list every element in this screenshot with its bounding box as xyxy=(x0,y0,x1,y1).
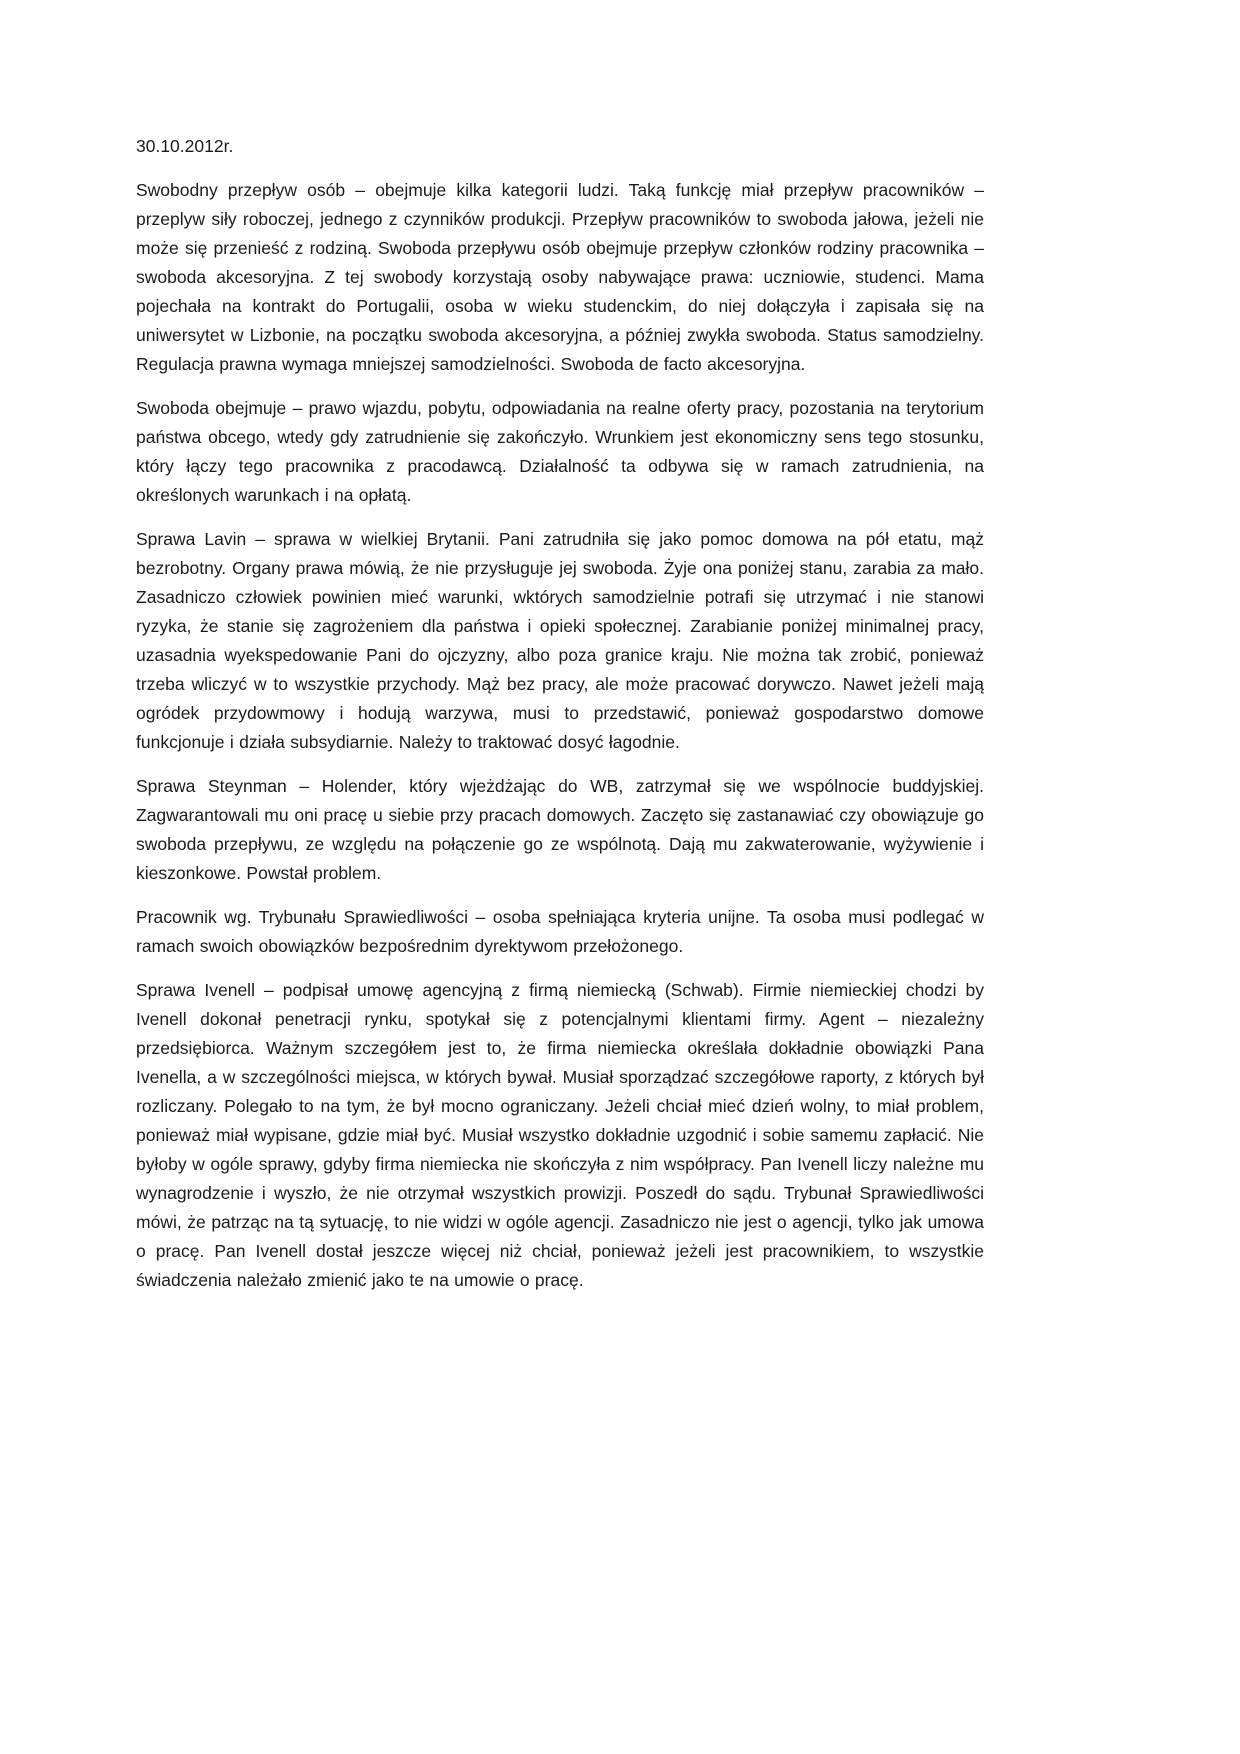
paragraph-freedom-scope: Swoboda obejmuje – prawo wjazdu, pobytu, odpowiadania na realne oferty pracy, pozostania na terytorium państwa obcego, wtedy gdy zatrudnienie się zakończyło. Wrunkiem jest ekonomiczny sens tego stosunku, który łączy tego pracownika z pracodawcą. Działalność ta odbywa się w ramach zatrudnienia, na określonych warunkach i na opłatą. xyxy=(136,398,984,505)
paragraph-free-movement-intro: Swobodny przepływ osób – obejmuje kilka kategorii ludzi. Taką funkcję miał przepływ pracowników –przeplyw siły roboczej, jednego z czynników produkcji. Przepływ pracowników to swoboda jałowa, jeżeli nie może się przenieść z rodziną. Swoboda przepływu osób obejmuje przepływ członków rodziny pracownika – swoboda akcesoryjna. Z tej swobody korzystają osoby nabywające prawa: uczniowie, studenci. Mama pojechała na kontrakt do Portugalii, osoba w wieku studenckim, do niej dołączyła i zapisała się na uniwersytet w Lizbonie, na początku swoboda akcesoryjna, a później zwykła swoboda. Status samodzielny. Regulacja prawna wymaga mniejszej samodzielności. Swoboda de facto akcesoryjna. xyxy=(136,180,984,374)
paragraph-case-lavin: Sprawa Lavin – sprawa w wielkiej Brytanii. Pani zatrudniła się jako pomoc domowa na pół etatu, mąż bezrobotny. Organy prawa mówią, że nie przysługuje jej swoboda. Żyje ona poniżej stanu, zarabia za mało. Zasadniczo człowiek powinien mieć warunki, wktórych samodzielnie potrafi się utrzymać i nie stanowi ryzyka, że stanie się zagrożeniem dla państwa i opieki społecznej. Zarabianie poniżej minimalnej pracy, uzasadnia wyekspedowanie Pani do ojczyzny, albo poza granice kraju. Nie można tak zrobić, ponieważ trzeba wliczyć w to wszystkie przychody. Mąż bez pracy, ale może pracować dorywczo. Nawet jeżeli mają ogródek przydowmowy i hodują warzywa, musi to przedstawić, ponieważ gospodarstwo domowe funkcjonuje i działa subsydiarnie. Należy to traktować dosyć łagodnie. xyxy=(136,529,984,752)
paragraph-case-steynman: Sprawa Steynman – Holender, który wjeżdżając do WB, zatrzymał się we wspólnocie buddyjskiej. Zagwarantowali mu oni pracę u siebie przy pracach domowych. Zaczęto się zastanawiać czy obowiązuje go swoboda przepływu, ze względu na połączenie go ze wspólnotą. Dają mu zakwaterowanie, wyżywienie i kieszonkowe. Powstał problem. xyxy=(136,776,984,883)
document-date: 30.10.2012r. xyxy=(136,136,234,156)
paragraph-worker-definition: Pracownik wg. Trybunału Sprawiedliwości – osoba spełniająca kryteria unijne. Ta osoba musi podlegać w ramach swoich obowiązków bezpośrednim dyrektywom przełożonego. xyxy=(136,907,984,956)
paragraph-case-ivenell: Sprawa Ivenell – podpisał umowę agencyjną z firmą niemiecką (Schwab). Firmie niemieckiej chodzi by Ivenell dokonał penetracji rynku, spotykał się z potencjalnymi klientami firmy. Agent – niezależny przedsiębiorca. Ważnym szczegółem jest to, że firma niemiecka określała dokładnie obowiązki Pana Ivenella, a w szczególności miejsca, w których bywał. Musiał sporządzać szczegółowe raporty, z których był rozliczany. Polegało to na tym, że był mocno ograniczany. Jeżeli chciał mieć dzień wolny, to miał problem, ponieważ miał wypisane, gdzie miał być. Musiał wszystko dokładnie uzgodnić i sobie samemu zapłacić. Nie byłoby w ogóle sprawy, gdyby firma niemiecka nie skończyła z nim współpracy. Pan Ivenell liczy należne mu wynagrodzenie i wyszło, że nie otrzymał wszystkich prowizji. Poszedł do sądu. Trybunał Sprawiedliwości mówi, że patrząc na tą sytuację, to nie widzi w ogóle agencji. Zasadniczo nie jest o agencji, tylko jak umowa o pracę. Pan Ivenell dostał jeszcze więcej niż chciał, ponieważ jeżeli jest pracownikiem, to wszystkie świadczenia należało zmienić jako te na umowie o pracę. xyxy=(136,980,984,1290)
